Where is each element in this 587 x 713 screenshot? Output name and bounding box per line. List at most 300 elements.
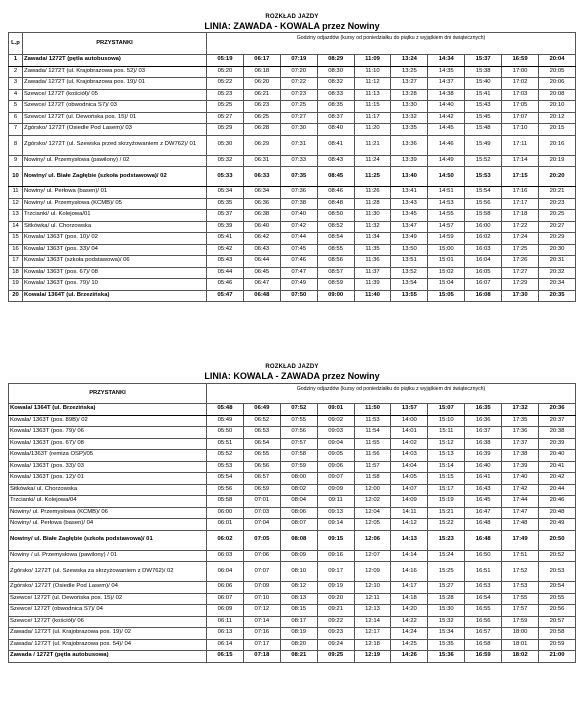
departure-time: 16:40: [465, 461, 502, 473]
table-row: [9, 484, 576, 496]
departure-time: 16:07: [465, 279, 502, 291]
departure-time: 06:36: [243, 198, 280, 210]
departure-time: 09:07: [317, 473, 354, 485]
departure-time: 16:47: [465, 507, 502, 519]
departure-time: 20:31: [539, 256, 576, 268]
row-lp: 6: [9, 112, 23, 124]
departure-time: 06:14: [207, 639, 244, 651]
departure-time: 13:47: [391, 221, 428, 233]
departure-time: 15:45: [465, 112, 502, 124]
table-row: [9, 290, 576, 302]
departure-time: 09:11: [317, 496, 354, 508]
departure-time: 14:50: [428, 167, 465, 187]
departures-header: Godziny odjazdów (kursy od poniedziałku do piątku z wyjątkiem dni świątecznych): [207, 33, 576, 55]
departure-time: 20:16: [539, 135, 576, 155]
departure-time: 11:24: [354, 155, 391, 167]
row-lp: 16: [9, 244, 23, 256]
departure-time: 06:06: [207, 582, 244, 594]
departure-time: 15:24: [428, 550, 465, 562]
stop-name: Nowiny/ ul. Przemysłowa (pawilony) / 02: [23, 155, 207, 167]
table-row: [9, 496, 576, 508]
departure-time: 07:06: [243, 550, 280, 562]
lp-header: L.p: [9, 33, 23, 55]
departure-time: 05:34: [207, 187, 244, 199]
departure-time: 11:30: [354, 210, 391, 222]
departure-time: 06:57: [243, 473, 280, 485]
table-row: [9, 550, 576, 562]
departure-time: 13:45: [391, 210, 428, 222]
departure-time: 15:27: [428, 582, 465, 594]
departure-time: 14:49: [428, 155, 465, 167]
departure-time: 09:23: [317, 628, 354, 640]
table-row: [9, 233, 576, 245]
departure-time: 08:41: [317, 135, 354, 155]
departure-time: 14:34: [428, 55, 465, 67]
departure-time: 15:52: [465, 155, 502, 167]
departure-time: 11:10: [354, 66, 391, 78]
departure-time: 12:10: [354, 582, 391, 594]
table-row: [9, 404, 576, 416]
departure-time: 08:10: [280, 562, 317, 582]
departure-time: 20:35: [539, 290, 576, 302]
departure-time: 17:22: [502, 221, 539, 233]
departure-time: 05:52: [207, 450, 244, 462]
departure-time: 08:55: [317, 244, 354, 256]
departure-time: 05:53: [207, 461, 244, 473]
row-lp: 3: [9, 78, 23, 90]
departure-time: 06:48: [243, 290, 280, 302]
departure-time: 08:45: [317, 167, 354, 187]
departure-time: 09:15: [317, 530, 354, 550]
departure-time: 16:00: [465, 221, 502, 233]
departure-time: 11:35: [354, 244, 391, 256]
departure-time: 20:05: [539, 66, 576, 78]
departure-time: 05:48: [207, 404, 244, 416]
departure-time: 07:47: [280, 267, 317, 279]
table-row: [9, 101, 576, 113]
table-row: [9, 530, 576, 550]
row-lp: 5: [9, 101, 23, 113]
departure-time: 18:01: [502, 639, 539, 651]
departure-time: 05:39: [207, 221, 244, 233]
departure-time: 15:56: [465, 198, 502, 210]
departure-time: 08:43: [317, 155, 354, 167]
stop-name: Kowala/ 1363T (pos. 79)/ 10: [23, 279, 207, 291]
departure-time: 07:50: [280, 290, 317, 302]
departure-time: 17:29: [502, 279, 539, 291]
departure-time: 13:24: [391, 55, 428, 67]
departure-time: 06:47: [243, 279, 280, 291]
departure-time: 17:18: [502, 210, 539, 222]
departure-time: 06:13: [207, 628, 244, 640]
row-lp: 17: [9, 256, 23, 268]
departure-time: 15:00: [428, 244, 465, 256]
departure-time: 15:37: [465, 55, 502, 67]
departure-time: 12:19: [354, 651, 391, 663]
departure-time: 14:04: [391, 461, 428, 473]
departure-time: 07:52: [280, 404, 317, 416]
departure-time: 07:23: [280, 89, 317, 101]
departure-time: 17:36: [502, 427, 539, 439]
departure-time: 08:29: [317, 55, 354, 67]
departure-time: 16:43: [465, 484, 502, 496]
departure-time: 12:11: [354, 593, 391, 605]
departure-time: 06:53: [243, 427, 280, 439]
departure-time: 15:54: [465, 187, 502, 199]
stops-header: PRZYSTANKI: [9, 384, 207, 404]
departure-time: 09:02: [317, 415, 354, 427]
departure-time: 14:18: [391, 593, 428, 605]
row-lp: 2: [9, 66, 23, 78]
stop-name: Kowala/ 1363T (pos. 33)/ 03: [9, 461, 207, 473]
departure-time: 20:44: [539, 484, 576, 496]
table-row: [9, 616, 576, 628]
departure-time: 05:19: [207, 55, 244, 67]
departure-time: 16:03: [465, 244, 502, 256]
departure-time: 20:50: [539, 530, 576, 550]
departure-time: 07:05: [243, 530, 280, 550]
stop-name: Zawada/ 1272T (ul. Krajobrazowa pos. 19)/ 02: [9, 628, 207, 640]
stop-name: Kowala/ 1363T (szkoła podstawowa)/ 06: [23, 256, 207, 268]
departure-time: 08:13: [280, 593, 317, 605]
departure-time: 07:16: [243, 628, 280, 640]
departure-time: 11:17: [354, 112, 391, 124]
departure-time: 20:58: [539, 628, 576, 640]
departure-time: 09:06: [317, 461, 354, 473]
departure-time: 15:13: [428, 450, 465, 462]
departure-time: 07:35: [280, 167, 317, 187]
table-row: [9, 198, 576, 210]
table-row: [9, 593, 576, 605]
departure-time: 14:20: [391, 605, 428, 617]
departure-time: 17:59: [502, 616, 539, 628]
row-lp: 4: [9, 89, 23, 101]
departure-time: 05:20: [207, 66, 244, 78]
departure-time: 07:58: [280, 450, 317, 462]
departure-time: 11:37: [354, 267, 391, 279]
departure-time: 15:58: [465, 210, 502, 222]
stop-name: Nowiny/ ul. Białe Zagłębie (szkoła podstawowa)/ 02: [23, 167, 207, 187]
departure-time: 15:05: [428, 290, 465, 302]
departure-time: 13:28: [391, 89, 428, 101]
departure-time: 08:17: [280, 616, 317, 628]
departure-time: 12:05: [354, 519, 391, 531]
stop-name: Nowiny/ ul. Perłowa (basen)/ 04: [9, 519, 207, 531]
departure-time: 09:20: [317, 593, 354, 605]
departure-time: 20:38: [539, 427, 576, 439]
departure-time: 20:54: [539, 582, 576, 594]
departure-time: 06:25: [243, 112, 280, 124]
departure-time: 14:12: [391, 519, 428, 531]
departure-time: 17:44: [502, 496, 539, 508]
departure-time: 16:37: [465, 427, 502, 439]
table-row: [9, 628, 576, 640]
departure-time: 06:09: [207, 605, 244, 617]
departure-time: 07:57: [280, 438, 317, 450]
departure-time: 16:59: [502, 55, 539, 67]
stop-name: Szewce/ 1272T (ul. Dewońska pos. 15)/ 02: [9, 593, 207, 605]
departure-time: 13:55: [391, 290, 428, 302]
table-row: [9, 473, 576, 485]
departure-time: 17:10: [502, 124, 539, 136]
stop-name: Nowiny/ ul. Perłowa (basen)/ 01: [23, 187, 207, 199]
departure-time: 16:51: [465, 562, 502, 582]
departure-time: 20:37: [539, 415, 576, 427]
departure-time: 08:56: [317, 256, 354, 268]
departure-time: 07:38: [280, 198, 317, 210]
departure-time: 06:49: [243, 404, 280, 416]
table-row: [9, 210, 576, 222]
departure-time: 07:44: [280, 233, 317, 245]
departure-time: 08:32: [317, 78, 354, 90]
departure-time: 17:11: [502, 135, 539, 155]
departure-time: 17:38: [502, 450, 539, 462]
departure-time: 17:32: [502, 404, 539, 416]
row-lp: 11: [9, 187, 23, 199]
departure-time: 17:07: [502, 112, 539, 124]
departure-time: 16:45: [465, 496, 502, 508]
table-row: [9, 450, 576, 462]
departure-time: 20:19: [539, 155, 576, 167]
departure-time: 11:25: [354, 167, 391, 187]
departure-time: 15:21: [428, 507, 465, 519]
departure-time: 09:21: [317, 605, 354, 617]
departure-time: 17:30: [502, 290, 539, 302]
departure-time: 07:27: [280, 112, 317, 124]
departure-time: 17:52: [502, 562, 539, 582]
departure-time: 09:17: [317, 562, 354, 582]
departure-time: 08:46: [317, 187, 354, 199]
departure-time: 20:10: [539, 101, 576, 113]
departure-time: 11:36: [354, 256, 391, 268]
stop-name: Zgórsko/ 1272T (Osiedle Pod Lasem)/ 04: [9, 582, 207, 594]
departure-time: 06:07: [207, 593, 244, 605]
departure-time: 14:13: [391, 530, 428, 550]
departure-time: 11:12: [354, 78, 391, 90]
stop-name: Trzcianki/ ul. Kolejowa/04: [9, 496, 207, 508]
departure-time: 16:54: [465, 593, 502, 605]
departure-time: 13:40: [391, 167, 428, 187]
departure-time: 17:24: [502, 233, 539, 245]
departure-time: 09:00: [317, 290, 354, 302]
departure-time: 16:59: [465, 651, 502, 663]
departure-time: 14:37: [428, 78, 465, 90]
departure-time: 08:20: [280, 639, 317, 651]
departure-time: 05:46: [207, 279, 244, 291]
departure-time: 05:42: [207, 244, 244, 256]
departure-time: 13:54: [391, 279, 428, 291]
departure-time: 16:04: [465, 256, 502, 268]
departure-time: 05:54: [207, 473, 244, 485]
departure-time: 06:04: [207, 562, 244, 582]
departure-time: 08:09: [280, 550, 317, 562]
departure-time: 06:34: [243, 187, 280, 199]
departure-time: 07:04: [243, 519, 280, 531]
table-row: [9, 112, 576, 124]
departure-time: 09:01: [317, 404, 354, 416]
departure-time: 05:33: [207, 167, 244, 187]
table-row: [9, 78, 576, 90]
departure-time: 06:56: [243, 461, 280, 473]
stop-name: Kowala/ 1363T (pos. 79)/ 06: [9, 427, 207, 439]
departure-time: 16:58: [465, 639, 502, 651]
departure-time: 11:28: [354, 198, 391, 210]
departure-time: 14:01: [391, 427, 428, 439]
stop-name: Sitkówka/ ul. Chorzowska: [23, 221, 207, 233]
departure-time: 15:01: [428, 256, 465, 268]
row-lp: 10: [9, 167, 23, 187]
departure-time: 17:39: [502, 461, 539, 473]
departure-time: 20:39: [539, 438, 576, 450]
departure-time: 11:13: [354, 89, 391, 101]
departure-time: 08:08: [280, 530, 317, 550]
table-row: [9, 438, 576, 450]
departure-time: 17:40: [502, 473, 539, 485]
departure-time: 06:23: [243, 101, 280, 113]
departure-time: 07:31: [280, 135, 317, 155]
departure-time: 15:48: [465, 124, 502, 136]
stop-name: Kowala/ 1363T (pos. 10)/ 02: [23, 233, 207, 245]
stop-name: Nowiny / ul. Przemysłowa (pawilony) / 01: [9, 550, 207, 562]
departure-time: 11:09: [354, 55, 391, 67]
departure-time: 05:37: [207, 210, 244, 222]
departure-time: 20:32: [539, 267, 576, 279]
departure-time: 20:25: [539, 210, 576, 222]
schedule-caption: ROZKŁAD JAZDY: [265, 364, 319, 370]
departure-time: 07:17: [243, 639, 280, 651]
departure-time: 14:11: [391, 507, 428, 519]
departure-time: 12:02: [354, 496, 391, 508]
departure-time: 20:23: [539, 198, 576, 210]
departure-time: 20:55: [539, 593, 576, 605]
departure-time: 12:14: [354, 616, 391, 628]
stop-name: Trzcianki/ ul. Kolejowa/01: [23, 210, 207, 222]
departure-time: 15:10: [428, 415, 465, 427]
stop-name: Szewce/ 1272T (ul. Dewońska pos. 15)/ 01: [23, 112, 207, 124]
departure-time: 16:48: [465, 519, 502, 531]
departure-time: 20:49: [539, 519, 576, 531]
table-row: [9, 427, 576, 439]
departure-time: 06:31: [243, 155, 280, 167]
table-row: [9, 415, 576, 427]
departure-time: 11:57: [354, 461, 391, 473]
departure-time: 12:13: [354, 605, 391, 617]
departure-time: 06:29: [243, 135, 280, 155]
departure-time: 17:37: [502, 438, 539, 450]
stop-name: Kowala/ 1363T (pos. 12)/ 01: [9, 473, 207, 485]
departure-time: 08:21: [280, 651, 317, 663]
departure-time: 15:25: [428, 562, 465, 582]
departure-time: 20:56: [539, 605, 576, 617]
departure-time: 20:20: [539, 167, 576, 187]
table-row: [9, 256, 576, 268]
timetable-table: [8, 32, 576, 302]
departure-time: 08:54: [317, 233, 354, 245]
departure-time: 15:11: [428, 427, 465, 439]
table-row: [9, 267, 576, 279]
departure-time: 11:54: [354, 427, 391, 439]
departure-time: 07:18: [243, 651, 280, 663]
table-row: [9, 55, 576, 67]
departure-time: 05:44: [207, 267, 244, 279]
departure-time: 17:15: [502, 167, 539, 187]
departure-time: 15:34: [428, 628, 465, 640]
departure-time: 12:09: [354, 562, 391, 582]
departure-time: 20:04: [539, 55, 576, 67]
departure-time: 07:45: [280, 244, 317, 256]
row-lp: 12: [9, 198, 23, 210]
stop-name: Zawada/ 1272T (pętla autobusowa): [23, 55, 207, 67]
departure-time: 15:23: [428, 530, 465, 550]
table-row: [9, 651, 576, 663]
departure-time: 20:52: [539, 550, 576, 562]
departure-time: 11:39: [354, 279, 391, 291]
departure-time: 06:55: [243, 450, 280, 462]
row-lp: 19: [9, 279, 23, 291]
table-row: [9, 66, 576, 78]
stop-name: Nowiny/ ul. Przemysłowa (KCMB)/ 06: [9, 507, 207, 519]
departure-time: 15:49: [465, 135, 502, 155]
departure-time: 16:56: [465, 616, 502, 628]
departure-time: 06:03: [207, 550, 244, 562]
departure-time: 17:26: [502, 256, 539, 268]
departure-time: 06:42: [243, 233, 280, 245]
departure-time: 06:45: [243, 267, 280, 279]
departure-time: 07:36: [280, 187, 317, 199]
table-row: [9, 639, 576, 651]
table-row: [9, 279, 576, 291]
stops-header: PRZYSTANKI: [23, 33, 207, 55]
departure-time: 15:53: [465, 167, 502, 187]
line-title: LINIA: KOWALA - ZAWADA przez Nowiny: [204, 371, 380, 381]
row-lp: 7: [9, 124, 23, 136]
departure-time: 07:46: [280, 256, 317, 268]
departure-time: 08:50: [317, 210, 354, 222]
departure-time: 09:14: [317, 519, 354, 531]
departure-time: 15:15: [428, 473, 465, 485]
table-row: [9, 244, 576, 256]
departure-time: 20:48: [539, 507, 576, 519]
departure-time: 16:50: [465, 550, 502, 562]
table-row: [9, 221, 576, 233]
row-lp: 20: [9, 290, 23, 302]
departure-time: 14:45: [428, 124, 465, 136]
stop-name: Kowala/1363T (remiza OSP)/05: [9, 450, 207, 462]
stop-name: Kowala/ 1364T (ul. Brzezińska): [23, 290, 207, 302]
departure-time: 06:28: [243, 124, 280, 136]
departure-time: 17:35: [502, 415, 539, 427]
timetable-zawada-kowala: [8, 14, 576, 302]
departure-time: 17:49: [502, 530, 539, 550]
departure-time: 09:16: [317, 550, 354, 562]
table-row: [9, 507, 576, 519]
departure-time: 05:32: [207, 155, 244, 167]
table-row: [9, 187, 576, 199]
departure-time: 16:57: [465, 628, 502, 640]
departure-time: 11:56: [354, 450, 391, 462]
departure-time: 08:48: [317, 198, 354, 210]
departure-time: 11:20: [354, 124, 391, 136]
departure-time: 17:03: [502, 89, 539, 101]
departure-time: 07:56: [280, 427, 317, 439]
stop-name: Szewce/ 1272T (obwodnica S7)/ 03: [23, 101, 207, 113]
departure-time: 05:58: [207, 496, 244, 508]
departure-time: 15:30: [428, 605, 465, 617]
departure-time: 07:25: [280, 101, 317, 113]
departure-time: 14:09: [391, 496, 428, 508]
stop-name: Zawada/ 1272T (ul. Krajobrazowa pos. 52)/ 03: [23, 66, 207, 78]
departure-time: 11:55: [354, 438, 391, 450]
